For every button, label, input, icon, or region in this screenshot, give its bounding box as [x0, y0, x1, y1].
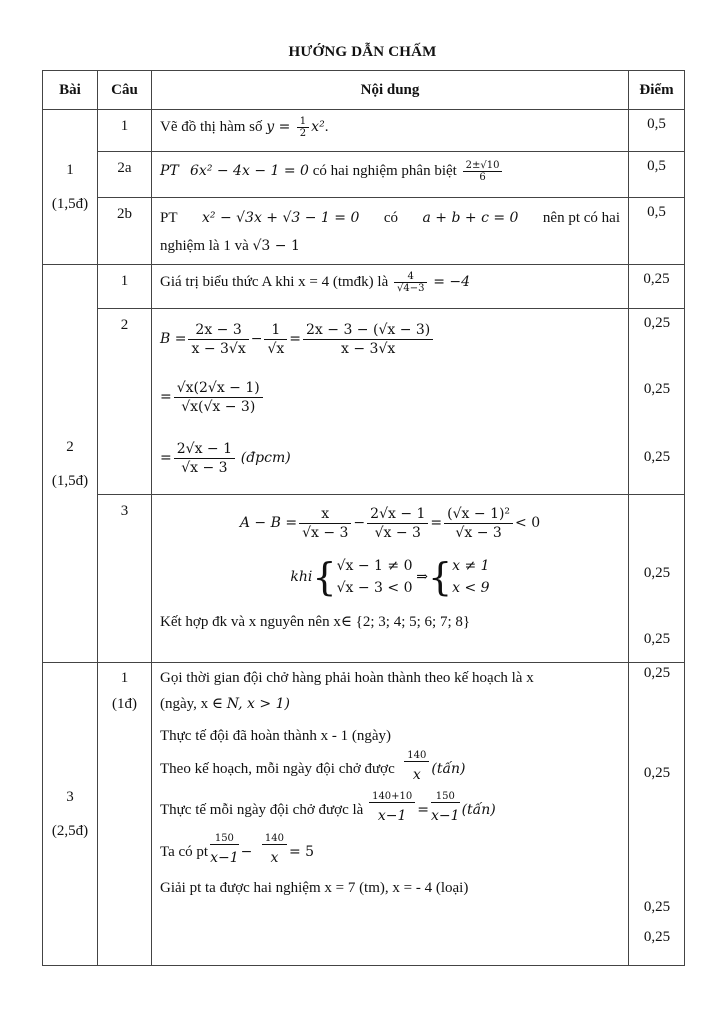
- bai-3-cell: [43, 663, 98, 966]
- line: [160, 497, 620, 549]
- denominator: √x: [267, 340, 285, 357]
- page-title: HƯỚNG DẪN CHẤM: [288, 44, 437, 60]
- numerator: 2x − 3 − (√x − 3): [303, 321, 433, 340]
- math: =: [430, 515, 443, 531]
- text: Kết hợp đk và x nguyên nên x∈ {2; 3; 4; 5; 6; 7; 8}: [160, 614, 471, 630]
- cau-label: 2: [98, 309, 152, 495]
- numerator: 2x − 3: [188, 321, 248, 340]
- fraction: [174, 379, 263, 416]
- text: Vẽ đồ thị hàm số: [160, 119, 263, 135]
- bai-points: (1,5đ): [51, 472, 89, 489]
- cau-label: 2a: [98, 152, 152, 198]
- numerator: (√x − 1)²: [444, 505, 513, 524]
- header-cau: Câu: [98, 71, 152, 110]
- numerator: 150: [210, 833, 239, 845]
- table-row: [43, 198, 685, 265]
- fraction: [367, 505, 428, 542]
- bai-points: (1,5đ): [51, 196, 89, 212]
- fraction: [369, 791, 415, 829]
- math: √x − 3 < 0: [336, 580, 413, 596]
- table-row: [43, 495, 685, 663]
- fraction: [210, 833, 239, 871]
- cau-label: 3: [98, 495, 152, 663]
- fraction: [297, 116, 309, 139]
- math: < 0: [515, 515, 541, 531]
- content-cell: [152, 309, 629, 495]
- table-row: [43, 309, 685, 495]
- math: (tấn): [431, 761, 466, 777]
- score-cell: [629, 495, 685, 663]
- content-cell: [152, 495, 629, 663]
- score: 0,25: [643, 449, 671, 465]
- numerator: 2√x − 1: [367, 505, 428, 524]
- fraction: [404, 750, 429, 788]
- header-bai: Bài: [43, 71, 98, 110]
- line: [160, 831, 620, 873]
- fraction: [431, 791, 460, 829]
- fraction: [444, 505, 513, 542]
- grading-table: [42, 70, 685, 966]
- math: A − B =: [239, 515, 298, 531]
- cau-points: (1đ): [112, 696, 137, 712]
- line: [160, 789, 620, 831]
- header-diem: Điểm: [629, 71, 685, 110]
- math: (đpcm): [240, 450, 291, 466]
- denominator: √4−3: [396, 283, 425, 295]
- cau-cell: [98, 663, 152, 966]
- text: Ta có pt: [160, 844, 209, 860]
- math: (tấn): [461, 802, 496, 818]
- score: 0,25: [643, 899, 671, 915]
- fraction: [463, 160, 503, 183]
- math: =: [289, 331, 302, 347]
- math: = −4: [433, 274, 471, 290]
- table-row: [43, 152, 685, 198]
- denominator: x − 3√x: [191, 340, 246, 357]
- math: x < 9: [452, 580, 490, 596]
- content-cell: [152, 198, 629, 265]
- text: nên pt có hai: [542, 210, 620, 226]
- math: = 5: [288, 844, 315, 860]
- score: 0,25: [629, 265, 685, 309]
- denominator: √x − 3: [302, 524, 349, 541]
- line: [160, 232, 620, 260]
- math: x² − √3x + √3 − 1 = 0: [201, 210, 360, 226]
- denominator: √x − 3: [374, 524, 421, 541]
- brace-icon: {: [312, 555, 337, 599]
- brace-icon: {: [427, 555, 453, 599]
- score-cell: [629, 309, 685, 495]
- bai-points: (2,5đ): [51, 823, 89, 839]
- bai-number: 3: [66, 789, 74, 805]
- bai-1-cell: [43, 110, 98, 265]
- denominator: √x(√x − 3): [181, 398, 256, 415]
- math: =: [160, 389, 172, 405]
- text: có: [383, 210, 399, 226]
- score: 0,25: [643, 765, 671, 781]
- numerator: 140: [404, 750, 429, 762]
- system: [452, 555, 489, 599]
- line: [160, 204, 620, 232]
- math: √3 − 1: [252, 238, 300, 254]
- fraction: [303, 321, 433, 358]
- score: 0,5: [629, 110, 685, 152]
- text: Thực tế mỗi ngày đội chở được là: [160, 802, 364, 818]
- content-cell: [152, 110, 629, 152]
- numerator: 1: [297, 116, 309, 128]
- numerator: 1: [264, 321, 287, 340]
- arrow-icon: ⇒: [416, 569, 428, 585]
- score: 0,25: [643, 381, 671, 397]
- denominator: x−1: [377, 808, 407, 824]
- line: [160, 749, 620, 789]
- score: 0,5: [629, 198, 685, 265]
- score: 0,25: [643, 315, 671, 331]
- denominator: x−1: [210, 850, 239, 866]
- math: 6x² − 4x − 1 = 0: [190, 163, 309, 179]
- score: 0,25: [643, 565, 671, 581]
- denominator: √x − 3: [455, 524, 502, 541]
- denominator: √x − 3: [181, 459, 228, 476]
- cau-label: 1: [98, 110, 152, 152]
- numerator: 2±√10: [463, 160, 503, 172]
- denominator: 6: [479, 172, 486, 184]
- math: khi: [290, 569, 313, 585]
- line: [160, 429, 620, 487]
- score: 0,5: [629, 152, 685, 198]
- text: Gọi thời gian đội chở hàng phải hoàn thành theo kế hoạch là x: [160, 670, 534, 686]
- numerator: √x(2√x − 1): [174, 379, 263, 398]
- math: y =: [266, 119, 295, 135]
- text: .: [324, 119, 329, 135]
- denominator: 2: [299, 128, 307, 140]
- text: Giá trị biểu thức A khi x = 4 (tmđk) là: [160, 274, 389, 290]
- table-row: [43, 663, 685, 966]
- table-row: [43, 265, 685, 309]
- line: [160, 549, 620, 605]
- line: [160, 313, 620, 365]
- numerator: 150: [431, 791, 460, 803]
- cau-label: 2b: [98, 198, 152, 265]
- content-cell: [152, 265, 629, 309]
- line: [160, 691, 620, 717]
- denominator: x − 3√x: [341, 340, 396, 357]
- math: N, x > 1): [226, 696, 290, 712]
- content-cell: [152, 152, 629, 198]
- text: Thực tế đội đã hoàn thành x - 1 (ngày): [160, 728, 391, 744]
- denominator: x: [270, 850, 279, 866]
- header-noi-dung: Nội dung: [152, 71, 629, 110]
- text: nghiệm là 1 và: [160, 238, 249, 254]
- fraction: [174, 440, 235, 477]
- math: a + b + c = 0: [422, 210, 519, 226]
- text: (ngày, x ∈: [160, 696, 224, 712]
- text: Theo kế hoạch, mỗi ngày đội chở được: [160, 761, 395, 777]
- math: PT: [160, 163, 179, 179]
- system: [337, 555, 413, 599]
- numerator: 4: [394, 271, 427, 283]
- numerator: x: [299, 505, 351, 524]
- fraction: [264, 321, 287, 358]
- cau-label: 1: [98, 265, 152, 309]
- score: 0,25: [643, 929, 671, 945]
- fraction: [394, 271, 427, 294]
- score: 0,25: [643, 631, 671, 647]
- denominator: x: [412, 767, 421, 783]
- math: −: [250, 331, 263, 347]
- numerator: 140: [262, 833, 287, 845]
- math: B =: [160, 331, 187, 347]
- numerator: 2√x − 1: [174, 440, 235, 459]
- text: PT: [160, 210, 178, 226]
- denominator: x−1: [431, 808, 460, 824]
- math: −: [240, 844, 253, 860]
- text: có hai nghiệm phân biệt: [312, 163, 457, 179]
- fraction: [299, 505, 351, 542]
- score: 0,25: [643, 665, 671, 681]
- math: =: [417, 802, 430, 818]
- math: =: [160, 450, 172, 466]
- bai-number: 2: [66, 438, 74, 455]
- math: x ≠ 1: [452, 558, 490, 574]
- fraction: [262, 833, 287, 871]
- numerator: 140+10: [369, 791, 415, 803]
- math: x²: [311, 119, 325, 135]
- bai-number: 1: [66, 162, 74, 178]
- line: [160, 365, 620, 429]
- header-row: [43, 71, 685, 110]
- cau-label: 1: [120, 670, 129, 686]
- score-cell: [629, 663, 685, 966]
- table-row: [43, 110, 685, 152]
- math: √x − 1 ≠ 0: [336, 558, 413, 574]
- math: −: [353, 515, 366, 531]
- fraction: [188, 321, 248, 358]
- text: Giải pt ta được hai nghiệm x = 7 (tm), x = - 4 (loại): [160, 880, 469, 896]
- content-cell: [152, 663, 629, 966]
- bai-2-cell: [43, 265, 98, 663]
